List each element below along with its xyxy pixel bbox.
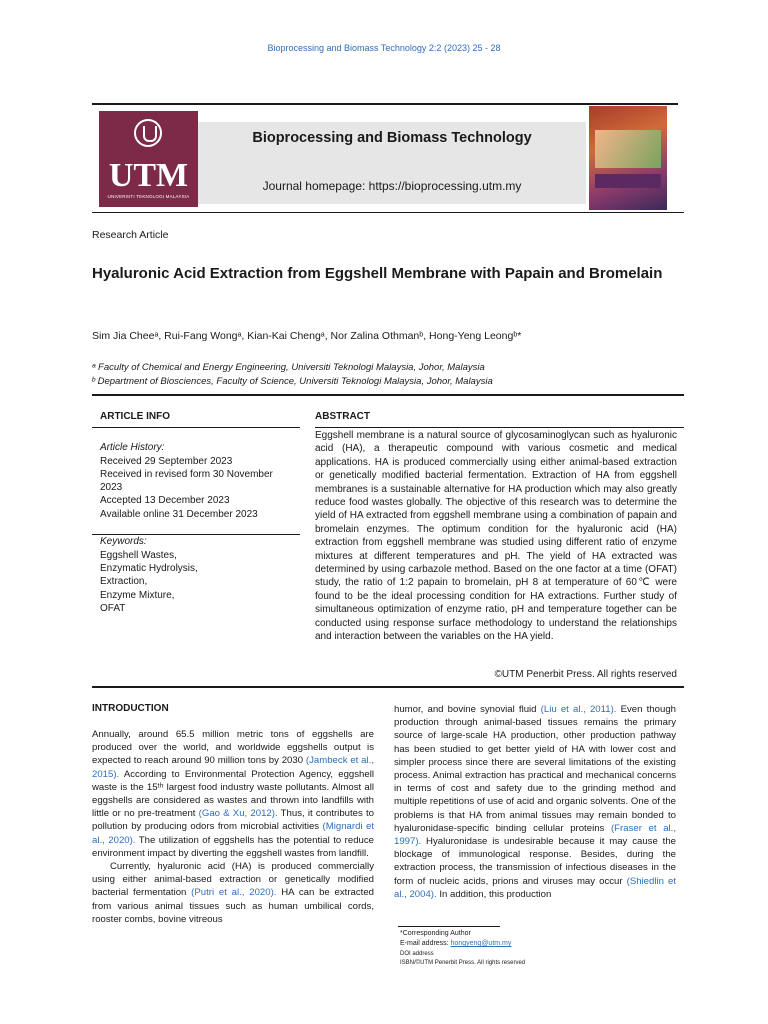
info-top-rule bbox=[92, 394, 684, 396]
accepted-date: Accepted 13 December 2023 bbox=[100, 495, 230, 506]
abstract-heading: ABSTRACT bbox=[315, 411, 370, 422]
right-column bbox=[394, 703, 676, 901]
doi-line: DOI address bbox=[400, 951, 434, 957]
copyright-notice: ©UTM Penerbit Press. All rights reserved bbox=[494, 669, 677, 680]
footnote-rule bbox=[398, 926, 500, 927]
intro-paragraph-2-continued: humor, and bovine synovial fluid (Liu et al., 2011). Even though production through animal-based tissues remains the primary source of large-scale HA production, other production pathway has been studied to get better yield of HA with lower cost and simpler process since there are several limitations of the existing process. Animal extraction has practical and mechanical concerns in terms of cost and safety due to the grinding method and multiple repetitions of use of acid and organic solvents. One of the problems is that HA from animal tissues may remain bonded to hyaluronidase-specific binding cellular proteins (Fraser et al., 1997). Hyaluronidase is undesirable because it may cause the blockage of immunological response. Besides, during the extraction process, the transmission of infectious diseases in the form of nucleic acids, prions and viruses may occur (Shiedlin et al., 2004). In addition, this production bbox=[394, 704, 677, 900]
info-heading-rule bbox=[92, 427, 300, 428]
keywords-label: Keywords: bbox=[100, 536, 147, 547]
logo-subtext: UNIVERSITI TEKNOLOGI MALAYSIA bbox=[107, 194, 190, 199]
introduction-heading: INTRODUCTION bbox=[92, 703, 169, 714]
online-date: Available online 31 December 2023 bbox=[100, 509, 258, 520]
left-column bbox=[92, 728, 374, 926]
university-seal-icon bbox=[134, 119, 162, 147]
revised-date-line2: 2023 bbox=[100, 482, 123, 493]
citation-link[interactable]: (Liu et al., 2011). bbox=[540, 704, 617, 715]
intro-paragraph-1: Annually, around 65.5 million metric tons of eggshells are produced over the world, and worldwide eggshells output is expected to reach around 90 million tons by 2030 (Jambeck et al., 2015). According to Environmental Protection Agency, eggshell waste is the 15ᵗʰ largest food industry waste pollutants. Almost all eggshells are considered as wastes and thrown into landfills with little or no pre-treatment (Gao & Xu, 2012). Thus, it contributes to pollution by producing odors from microbial activities (Mignardi et al., 2020). The utilization of eggshells has the potential to reduce environment impact by diverting the eggshell wastes from landfill. bbox=[92, 729, 375, 859]
email-line: E-mail address: hongyeng@utm.my bbox=[400, 940, 512, 947]
journal-homepage[interactable]: Journal homepage: https://bioprocessing.utm.my bbox=[262, 179, 522, 193]
citation-link[interactable]: (Fraser et al., 1997). bbox=[394, 822, 676, 848]
corresponding-author-note: *Corresponding Author bbox=[400, 930, 471, 937]
article-type: Research Article bbox=[92, 229, 169, 241]
email-link[interactable]: hongyeng@utm.my bbox=[450, 940, 512, 947]
journal-citation: Bioprocessing and Biomass Technology 2:2 (2023) 25 - 28 bbox=[267, 43, 501, 53]
author-list: Sim Jia Cheeᵃ, Rui-Fang Wongᵃ, Kian-Kai Chengᵃ, Nor Zalina Othmanᵇ, Hong-Yeng Leongᵇ* bbox=[92, 330, 522, 342]
journal-cover-image bbox=[589, 106, 667, 210]
keyword-item: OFAT bbox=[100, 603, 126, 614]
keyword-item: Extraction, bbox=[100, 576, 148, 587]
article-info-heading: ARTICLE INFO bbox=[100, 411, 170, 422]
banner-bottom-rule bbox=[92, 212, 684, 213]
abstract-text: Eggshell membrane is a natural source of glycosaminoglycan such as hyaluronic acid (HA), a therapeutic compound with various cosmetic and medical applications. HA is produced commercially using either animal-based extraction or genetically modified bacterial fermentation. Extraction of HA from eggshell membranes is a sustainable alternative for HA production which may also greatly reduce food wastes globally. The objective of this research was to determine the yield of HA extracted from eggshell membrane using a combination of papain and bromelain enzymes. The optimum condition for the hyaluronic acid (HA) extraction from eggshell membrane was studied using different ratio of enzyme mixtures at different temperatures and pH. The yield of HA extracted was determined by using carbazole method. Based on the one factor at a time (OFAT) study, the ratio of 1:2 papain to bromelain, pH 8 at temperature of 60℃ were found to be the ideal processing condition for HA extractions. Further study of simultaneous optimization of enzyme ratio, pH and temperature together can be conducted using response surface methodology to understand the relationships and interaction between the variables on the HA yield. bbox=[315, 430, 677, 643]
keyword-item: Enzymatic Hydrolysis, bbox=[100, 563, 198, 574]
citation-link[interactable]: (Shiedlin et al., 2004). bbox=[394, 875, 677, 900]
banner-top-rule bbox=[92, 103, 678, 105]
revised-date-line1: Received in revised form 30 November bbox=[100, 469, 273, 480]
affiliation-a: ᵃ Faculty of Chemical and Energy Engineering, Universiti Teknologi Malaysia, Johor, Malaysia bbox=[92, 362, 485, 373]
citation-link[interactable]: (Mignardi et al., 2020). bbox=[92, 821, 374, 846]
paper-title: Hyaluronic Acid Extraction from Eggshell Membrane with Papain and Bromelain bbox=[92, 265, 663, 282]
affiliation-b: ᵇ Department of Biosciences, Faculty of Science, Universiti Teknologi Malaysia, Johor, Malaysia bbox=[92, 376, 493, 387]
isbn-line: ISBN/©UTM Penerbit Press. All rights reserved bbox=[400, 960, 526, 966]
history-label: Article History: bbox=[100, 442, 165, 453]
logo-text: UTM bbox=[108, 157, 189, 194]
abstract-bottom-rule bbox=[92, 686, 684, 688]
keyword-item: Eggshell Wastes, bbox=[100, 550, 177, 561]
abstract-heading-rule bbox=[315, 427, 684, 428]
keyword-item: Enzyme Mixture, bbox=[100, 590, 175, 601]
citation-link[interactable]: (Putri et al., 2020). bbox=[191, 887, 277, 899]
citation-link[interactable]: (Jambeck et al., 2015). bbox=[92, 755, 374, 780]
journal-title: Bioprocessing and Biomass Technology bbox=[252, 130, 532, 146]
utm-logo bbox=[99, 111, 198, 207]
intro-paragraph-2: Currently, hyaluronic acid (HA) is produced commercially using either animal-based extraction or genetically modified bacterial fermentation (Putri et al., 2020). HA can be extracted from various animal tissues such as human umbilical cords, rooster combs, bovine vitreous bbox=[92, 861, 375, 925]
received-date: Received 29 September 2023 bbox=[100, 456, 233, 467]
citation-link[interactable]: (Gao & Xu, 2012). bbox=[198, 808, 278, 820]
